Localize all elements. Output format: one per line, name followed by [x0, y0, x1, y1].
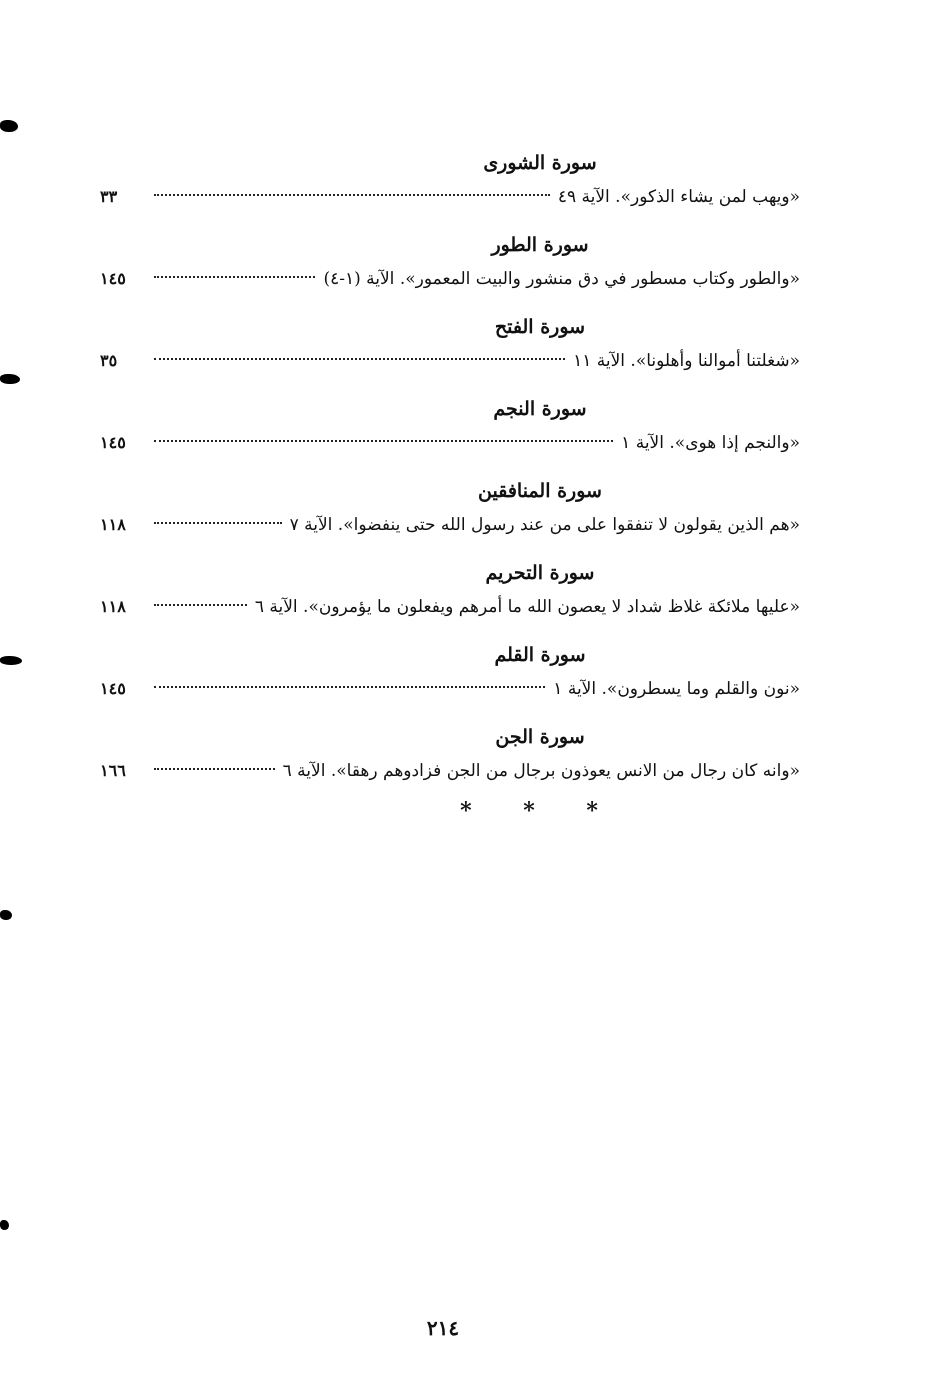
- index-entry: [100, 423, 800, 463]
- dot-leader: [154, 768, 275, 770]
- entry-verse: «والطور وكتاب مسطور في دق منشور والبيت المعمور». الآية (١-٤): [323, 269, 800, 289]
- entry-page-number: ٣٣: [100, 187, 118, 206]
- dot-leader: [154, 686, 545, 688]
- section-separator: * * *: [460, 798, 620, 824]
- entry-verse: «شغلتنا أموالنا وأهلونا». الآية ١١: [573, 351, 800, 371]
- entry-verse: «نون والقلم وما يسطرون». الآية ١: [553, 679, 800, 699]
- entry-page-number: ٣٥: [100, 351, 118, 370]
- surah-heading: سورة النجم: [493, 398, 587, 420]
- scan-mark: [0, 374, 20, 384]
- surah-section: [100, 313, 800, 381]
- entry-verse: «هم الذين يقولون لا تنفقوا على من عند رسول الله حتى ينفضوا». الآية ٧: [289, 515, 800, 535]
- dot-leader: [154, 522, 282, 524]
- scan-mark: [0, 656, 22, 665]
- surah-heading: سورة الشورى: [483, 152, 597, 174]
- entry-verse: «وانه كان رجال من الانس يعوذون برجال من الجن فزادوهم رهقا». الآية ٦: [282, 761, 800, 781]
- dot-leader: [154, 358, 565, 360]
- index-entry: [100, 669, 800, 709]
- entry-page-number: ١٤٥: [100, 433, 126, 452]
- surah-section: [100, 723, 800, 791]
- surah-heading: سورة التحريم: [485, 562, 595, 584]
- surah-heading: سورة القلم: [494, 644, 586, 666]
- surah-section: [100, 395, 800, 463]
- dot-leader: [154, 276, 315, 278]
- surah-heading: سورة الطور: [491, 234, 589, 256]
- entry-page-number: ١١٨: [100, 515, 126, 534]
- index-entry: [100, 259, 800, 299]
- page-number: ٢١٤: [426, 1316, 460, 1340]
- index-entry: [100, 505, 800, 545]
- entry-verse: «والنجم إذا هوى». الآية ١: [621, 433, 800, 453]
- index-content: [100, 146, 800, 825]
- entry-page-number: ١١٨: [100, 597, 126, 616]
- dot-leader: [154, 194, 550, 196]
- entry-verse: «ويهب لمن يشاء الذكور». الآية ٤٩: [557, 187, 800, 207]
- scan-mark: [0, 120, 18, 132]
- scan-mark: [0, 910, 12, 920]
- surah-section: [100, 559, 800, 627]
- dot-leader: [154, 604, 247, 606]
- scan-mark: [0, 1220, 9, 1230]
- surah-section: [100, 231, 800, 299]
- surah-section: [100, 477, 800, 545]
- entry-page-number: ١٦٦: [100, 761, 126, 780]
- entry-page-number: ١٤٥: [100, 679, 126, 698]
- index-entry: [100, 341, 800, 381]
- surah-section: [100, 149, 800, 217]
- entry-page-number: ١٤٥: [100, 269, 126, 288]
- surah-heading: سورة المنافقين: [478, 480, 602, 502]
- surah-section: [100, 641, 800, 709]
- surah-heading: سورة الجن: [495, 726, 585, 748]
- entry-verse: «عليها ملائكة غلاظ شداد لا يعصون الله ما أمرهم ويفعلون ما يؤمرون». الآية ٦: [254, 597, 800, 617]
- dot-leader: [154, 440, 613, 442]
- index-entry: [100, 751, 800, 791]
- surah-heading: سورة الفتح: [494, 316, 586, 338]
- index-entry: [100, 177, 800, 217]
- index-entry: [100, 587, 800, 627]
